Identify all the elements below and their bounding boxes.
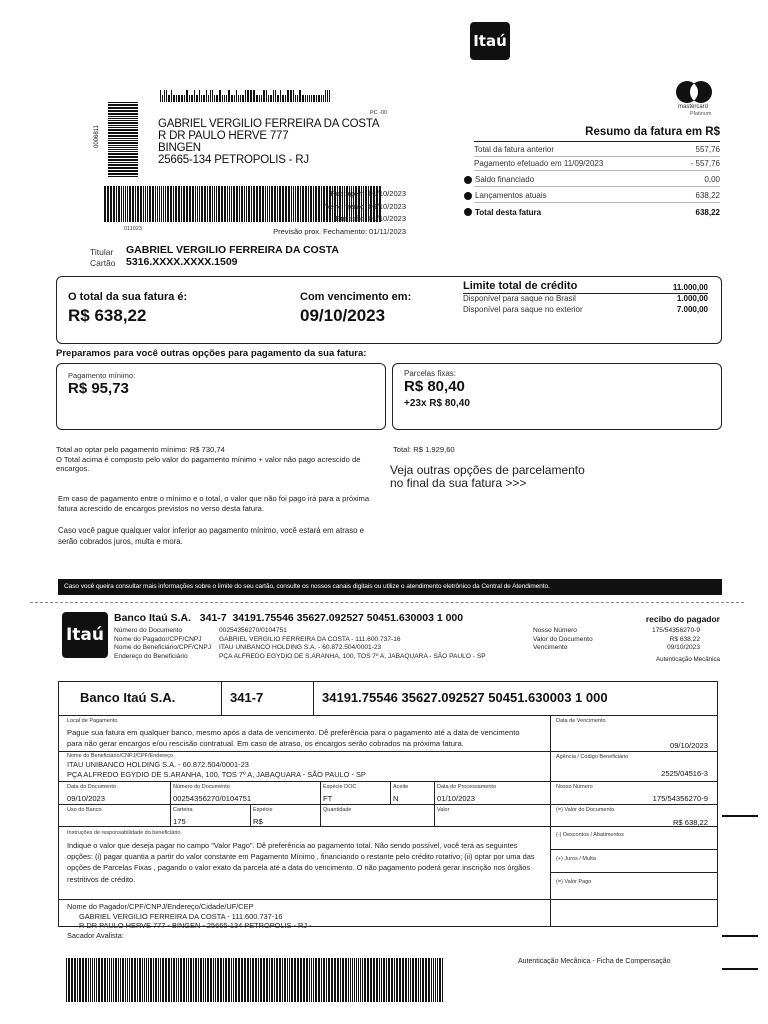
summary-row-value: 0,00 (704, 175, 720, 184)
summary-row-label: Saldo financiado (474, 175, 534, 184)
pagador-block (67, 902, 312, 940)
sacador-label: Sacador Avalista: (67, 930, 124, 940)
cartao-label: Cartão (90, 258, 116, 268)
limit-rows (463, 294, 708, 315)
aceite-value: N (393, 794, 399, 803)
recibo-left-labels (114, 627, 211, 661)
local-label: Local de Pagamento (67, 718, 118, 724)
total-label: O total da sua fatura é: (68, 291, 188, 303)
summary-row-value: - 557,76 (690, 159, 720, 168)
num-doc-value: 00254356270/0104751 (173, 794, 252, 803)
total-value: R$ 638,22 (68, 306, 147, 325)
date-postagem: Postagem: 01/10/2023 (330, 189, 406, 198)
recibo-value: PÇA ALFREDO EGYDIO DE S.ARANHA, 100, TOS 7º A, JABAQUARA - SÃO PAULO - SP (219, 652, 486, 660)
min-label: Pagamento mínimo: (68, 371, 136, 380)
more-options-line2: no final da sua fatura >>> (390, 476, 527, 490)
mastercard-logo (670, 80, 718, 120)
logo-text: Itaú (473, 32, 507, 50)
summary-row-value: 638,22 (695, 191, 720, 200)
fixed-total: Total: R$ 1.929,60 (393, 445, 455, 454)
summary-row-value: 557,76 (695, 145, 720, 154)
itau-logo-recibo (62, 612, 108, 658)
row-pagador-top (58, 899, 718, 900)
limit-row-label: Disponível para saque no exterior (463, 304, 583, 314)
nosso-label: Nosso Número (556, 784, 593, 790)
recibo-label: Valor do Documento (533, 635, 593, 643)
mastercard-circles-icon (670, 80, 718, 104)
limit-title: Limite total de crédito (463, 280, 578, 292)
fixed-value: R$ 80,40 (404, 378, 465, 395)
especie-value: R$ (253, 817, 263, 826)
address-district: BINGEN (158, 142, 201, 154)
data-doc-value: 09/10/2023 (67, 794, 106, 803)
instr-text: Indique o valor que deseja pagar no campo "Valor Pago". Dê preferência ao pagamento total. Não sendo possível, você terá as seguintes opções: (i) pagar quantia a partir do valor constante em Pagamento Mínimo , financiando o restante pelo crédito rotativo; (ii) optar por uma das opções de Parcelas Fixas , pagando o valor exato da parcela até a data do vencimento. O não pagamento poderá gerar inscrição nos órgãos restritivos de crédito. (67, 841, 535, 884)
more-options-link[interactable] (390, 464, 585, 490)
margin-mark (722, 968, 758, 970)
summary-row-label: Pagamento efetuado em 11/09/2023 (474, 159, 604, 168)
instr-label: Instruções de responsabilidade do beneficiário. (67, 830, 182, 836)
summary-bullet-icon (464, 176, 472, 184)
summary-row (474, 143, 720, 157)
recibo-value: ITAU UNIBANCO HOLDING S.A. - 60.872.504/0001-23 (219, 644, 382, 651)
valor-label: Valor (437, 807, 450, 813)
juros-label: (+) Juros / Multa (556, 856, 596, 862)
recibo-value: GABRIEL VERGILIO FERREIRA DA COSTA - 111.600.737-16 (219, 635, 401, 643)
address-name: GABRIEL VERGILIO FERREIRA DA COSTA (158, 118, 380, 130)
recibo-title: recibo do pagador (645, 614, 720, 624)
ficha-digitable-line: 34191.75546 35627.092527 50451.630003 1 000 (322, 690, 608, 705)
cell-divider (434, 805, 435, 827)
summary-row-label: Total desta fatura (474, 208, 541, 217)
date-emissao: Emissão: 01/10/2023 (335, 214, 406, 223)
cell-divider (170, 805, 171, 827)
pagador-line-2: R DR PAULO HERVE 777 - BINGEN - 25665-134 PETROPOLIS - RJ - (79, 921, 312, 930)
titular-label: Titular (90, 247, 114, 257)
ficha-divider (221, 681, 222, 716)
due-label: Com vencimento em: (300, 291, 412, 303)
especie-doc-label: Espécie DOC (323, 784, 357, 790)
postal-barcode-top (160, 90, 331, 102)
qtd-label: Quantidade (323, 807, 352, 813)
limit-row-brasil (463, 294, 708, 305)
pagador-label: Nome do Pagador/CPF/CNPJ/Endereço/Cidade/UF/CEP (67, 902, 254, 911)
recibo-label: Endereço do Beneficiário (114, 652, 188, 660)
recibo-left-values (219, 627, 486, 661)
more-options-line1: Veja outras opções de parcelamento (390, 463, 585, 477)
especie-doc-value: FT (323, 794, 333, 803)
mastercard-brand: mastercard (678, 104, 709, 110)
dates-block (240, 188, 406, 238)
ficha-bank-code: 341-7 (230, 690, 264, 705)
venc-value: 09/10/2023 (669, 741, 708, 750)
data-doc-label: Data do Documento (67, 784, 116, 790)
logo-text: Itaú (65, 625, 105, 645)
recibo-right-values (600, 627, 700, 653)
date-previsao: Previsão prox. Fechamento: 01/11/2023 (273, 226, 406, 236)
cell-divider (170, 782, 171, 805)
descontos-label: (-) Descontos / Abatimentos (556, 832, 624, 838)
recibo-value: 09/10/2023 (666, 644, 700, 651)
row-descontos (550, 827, 718, 850)
summary-row-label: Total da fatura anterior (474, 145, 555, 154)
cell-divider (390, 782, 391, 805)
recibo-label: Vencimento (533, 644, 568, 651)
recibo-value: 00254356270/0104751 (219, 627, 287, 634)
address-block (158, 118, 379, 166)
summary-bullet-icon (464, 208, 472, 216)
summary-row (474, 205, 720, 219)
recibo-value: 175/54356270-9 (651, 627, 700, 634)
summary-bullet-icon (464, 192, 472, 200)
summary-title: Resumo da fatura em R$ (585, 126, 720, 138)
limit-row-value: 7.000,00 (676, 304, 708, 314)
side-barcode (108, 102, 138, 178)
payment-barcode (66, 958, 444, 1002)
carteira-label: Carteira (173, 807, 193, 813)
aceite-label: Aceite (393, 784, 409, 790)
fixed-label: Parcelas fixas: (404, 369, 457, 378)
holder-values (126, 245, 339, 268)
limit-row-label: Disponível para saque no Brasil (463, 294, 576, 303)
holder-labels (90, 247, 116, 269)
margin-mark (722, 815, 758, 817)
cell-divider (434, 782, 435, 805)
recibo-label: Nome do Beneficiário/CPF/CNPJ (114, 644, 212, 651)
benef-label: Nome do Beneficiário/CNPJ/CPF/Endereço (67, 753, 174, 759)
date-vencimento: Vencimento: 09/10/2023 (325, 201, 406, 211)
data-proc-label: Data do Processamento (437, 784, 497, 790)
warning-1: Em caso de pagamento entre o mínimo e o total, o valor que não foi pago irá para a próxima fatura acrescido de encargos previstos no verso desta fatura. (58, 494, 370, 513)
min-value: R$ 95,73 (68, 380, 129, 397)
address-code: PC -00 (370, 110, 388, 116)
fixed-more: +23x R$ 80,40 (404, 398, 470, 409)
limit-row-exterior (463, 305, 708, 316)
nosso-value: 175/54356270-9 (652, 794, 708, 803)
carteira-value: 175 (173, 817, 186, 826)
limit-value: 11.000,00 (672, 283, 708, 292)
summary-row (474, 189, 720, 203)
recibo-bank-line: Banco Itaú S.A. 341-7 34191.75546 35627.092527 50451.630003 1 000 (114, 612, 464, 624)
recibo-right-labels (533, 627, 593, 653)
mastercard-tier: Platinum (690, 111, 712, 117)
margin-mark (722, 935, 758, 937)
venc-label: Data de Vencimento (556, 718, 606, 724)
summary-row-value: 638,22 (695, 207, 720, 217)
uso-label: Uso do Banco (67, 807, 102, 813)
agencia-value: 2525/04516-3 (661, 769, 708, 778)
ficha-bank-name: Banco Itaú S.A. (80, 690, 176, 705)
recibo-label: Nome do Pagador/CPF/CNPJ (114, 635, 202, 643)
local-text-2: para não gerar encargos e/ou rescisão contratual. Em caso de atraso, os encargos serão cobrados na próxima fatura. (67, 739, 464, 748)
cell-divider (320, 782, 321, 805)
especie-label: Espécie (253, 807, 273, 813)
pago-label: (=) Valor Pago (556, 879, 592, 885)
data-proc-value: 01/10/2023 (437, 794, 476, 803)
benef-line-1: ITAU UNIBANCO HOLDING S.A. - 60.872.504/0001-23 (67, 760, 249, 769)
address-city: 25665-134 PETROPOLIS - RJ (158, 154, 309, 166)
summary-row (474, 173, 720, 187)
itau-logo (470, 22, 510, 60)
benef-values (67, 760, 366, 779)
valor-doc-label: (=) Valor do Documento (556, 807, 615, 813)
address-street: R DR PAULO HERVE 777 (158, 130, 289, 142)
options-heading: Preparamos para você outras opções para pagamento da sua fatura: (56, 348, 367, 359)
limit-row-value: 1.000,00 (676, 294, 708, 303)
cell-divider (250, 805, 251, 827)
summary-row-label: Lançamentos atuais (474, 191, 547, 200)
ficha-divider (313, 681, 314, 716)
cell-divider (320, 805, 321, 827)
recibo-label: Nosso Número (533, 627, 577, 634)
recibo-value: R$ 638,22 (669, 635, 700, 643)
card-number: 5316.XXXX.XXXX.1509 (126, 255, 238, 268)
info-banner: Caso você queira consultar mais informações sobre o limite do seu cartão, consulte os nossos canais digitais ou utilize o atendimento eletrônico da Central de Atendimento. (58, 579, 722, 595)
local-text-1: Pague sua fatura em qualquer banco, mesmo após a data de vencimento. Dê preferência para o pagamento até a data de vencimento (67, 728, 520, 737)
summary-row (474, 157, 720, 171)
recibo-autenticacao: Autenticação Mecânica (656, 656, 720, 663)
titular-name: GABRIEL VERGILIO FERREIRA DA COSTA (126, 244, 339, 256)
summary-top-rule (474, 141, 720, 142)
ficha-footer: Autenticação Mecânica - Ficha de Compensação (518, 958, 671, 965)
recibo-label: Número do Documento (114, 627, 183, 634)
num-doc-label: Número do Documento (173, 784, 230, 790)
pagador-line-1: GABRIEL VERGILIO FERREIRA DA COSTA - 111.600.737-16 (79, 911, 283, 921)
warning-2: Caso você pague qualquer valor inferior ao pagamento mínimo, você estará em atraso e serão cobrados juros, multa e mora. (58, 526, 364, 546)
side-code: 0006811 (94, 125, 100, 148)
min-total-block (56, 445, 386, 474)
min-total: Total ao optar pelo pagamento mínimo: R$ 730,74 (56, 445, 225, 454)
min-note: O Total acima é composto pelo valor do pagamento mínimo + valor não pago acrescido de encargos. (56, 454, 361, 473)
agencia-label: Agência / Código Beneficiário (556, 754, 629, 760)
barcode-code: 011023 (124, 226, 142, 232)
due-value: 09/10/2023 (300, 306, 386, 325)
local-text (67, 727, 547, 749)
cut-line (30, 602, 744, 603)
benef-line-2: PÇA ALFREDO EGYDIO DE S.ARANHA, 100, TOS 7º A, JABAQUARA - SÃO PAULO - SP (67, 769, 366, 779)
valor-doc-value: R$ 638,22 (672, 818, 708, 827)
